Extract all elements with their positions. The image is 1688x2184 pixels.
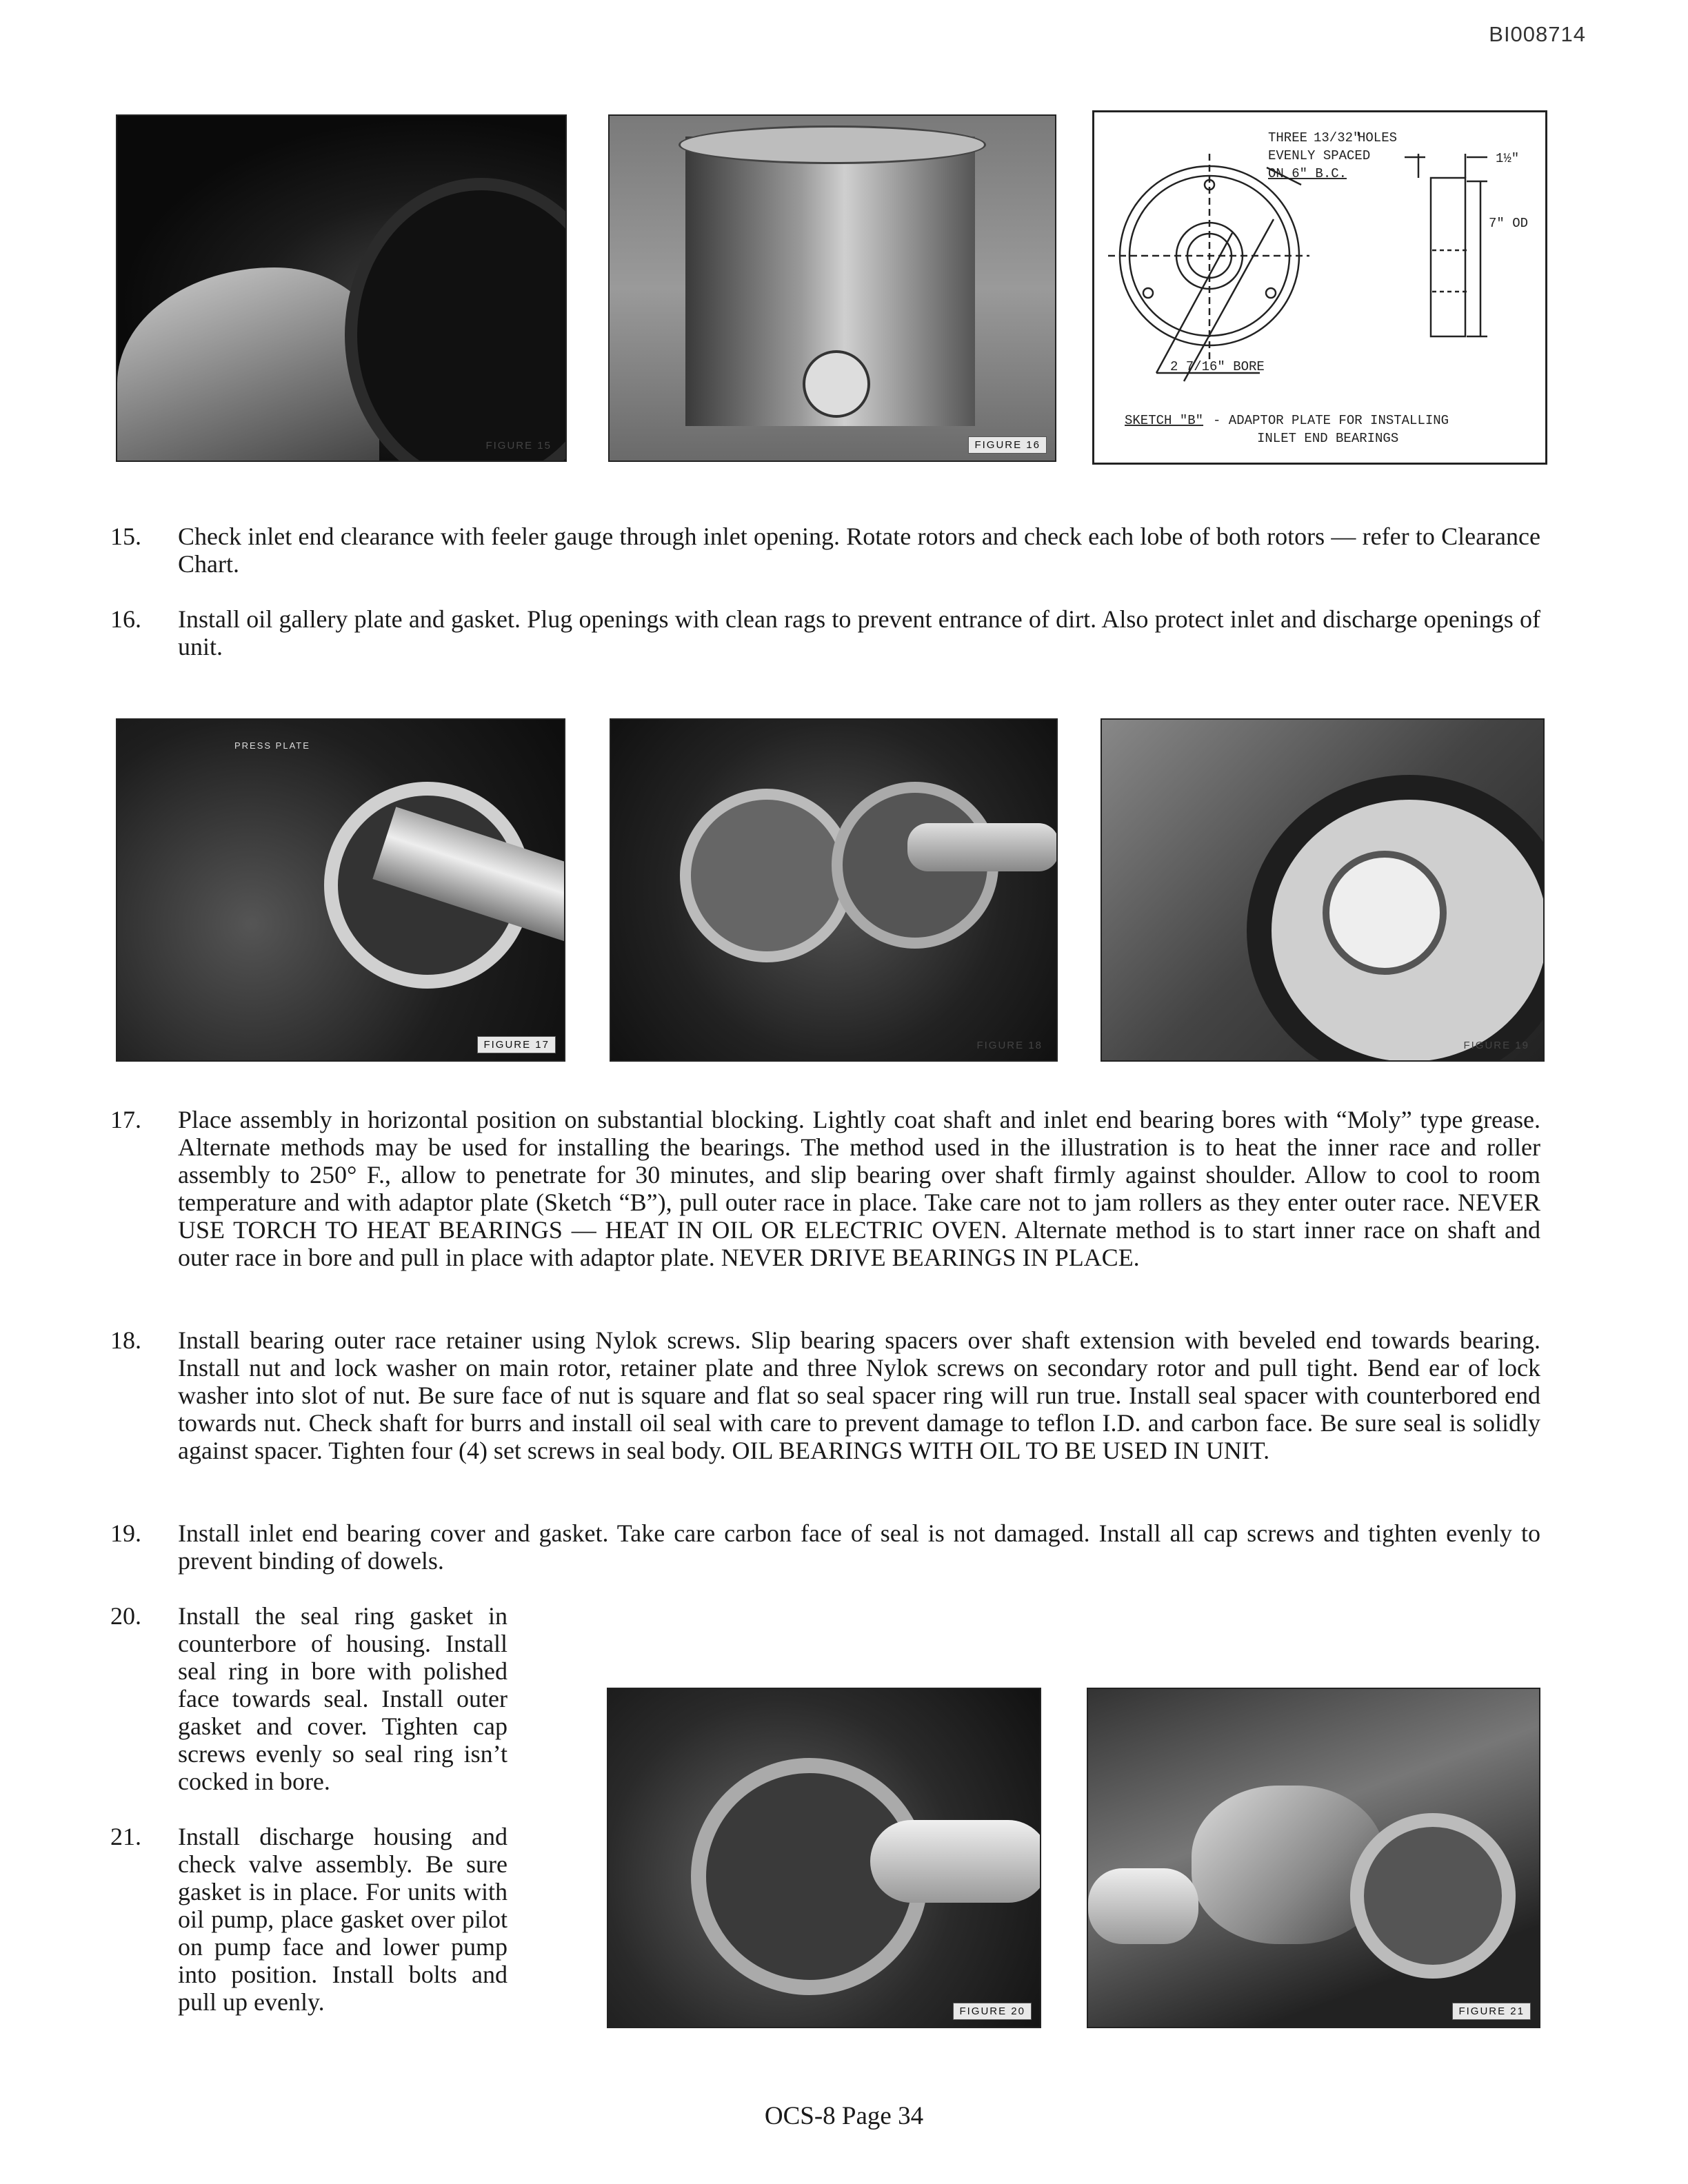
sketch-thickness: 1½" (1496, 151, 1520, 166)
sketch-holes-fraction: 13/32" (1314, 130, 1361, 145)
sketch-holes-line3: ON 6" B.C. (1268, 166, 1347, 181)
sketch-caption-line2: INLET END BEARINGS (1257, 431, 1399, 446)
end-plug (803, 350, 870, 418)
step-15 (110, 523, 1540, 578)
step-number: 18. (110, 1326, 141, 1354)
sketch-b-adaptor-plate (1092, 110, 1547, 465)
step-20 (110, 1602, 508, 1795)
step-number: 21. (110, 1823, 141, 1850)
step-number: 19. (110, 1519, 141, 1547)
housing-flange (679, 125, 986, 164)
figure-15-photo (116, 114, 567, 462)
sketch-caption-line1: - ADAPTOR PLATE FOR INSTALLING (1213, 413, 1449, 428)
sketch-holes-line1: THREE (1268, 130, 1308, 145)
figure-18-caption: FIGURE 18 (976, 1040, 1043, 1051)
sketch-caption-label: SKETCH "B" (1125, 413, 1204, 428)
step-number: 20. (110, 1602, 141, 1630)
hand-shape (1088, 1868, 1198, 1944)
inlet-bore (1323, 851, 1447, 975)
step-21 (110, 1823, 508, 2016)
figure-18-photo (610, 718, 1058, 1062)
figure-19-caption: FIGURE 19 (1463, 1040, 1529, 1051)
check-valve (1350, 1813, 1516, 1979)
step-text: Install inlet end bearing cover and gasket. Take care carbon face of seal is not damaged. Install all cap screws and tighten evenly to prevent binding of dowels. (178, 1519, 1540, 1575)
figure-16-caption: FIGURE 16 (968, 436, 1047, 454)
figure-21-caption: FIGURE 21 (1452, 2003, 1531, 2020)
page-footer: OCS-8 Page 34 (764, 2102, 924, 2130)
figure-16-photo (608, 114, 1056, 462)
step-18 (110, 1326, 1540, 1464)
step-text: Install the seal ring gasket in counterbore of housing. Install seal ring in bore with polished face towards seal. Install outer gasket and cover. Tighten cap screws evenly so seal ring isn’t cocked in bore. (178, 1602, 508, 1795)
hand-shape (117, 267, 379, 461)
sketch-od: 7" OD (1489, 216, 1529, 231)
press-plate-label: PRESS PLATE (234, 740, 310, 751)
figure-15-caption: FIGURE 15 (485, 440, 552, 452)
hand-shape (870, 1820, 1041, 1903)
step-text: Install bearing outer race retainer using Nylok screws. Slip bearing spacers over shaft extension with beveled end towards bearing. Install nut and lock washer on main rotor, retainer plate and three Nylok screws on secondary rotor and pull tight. Bend ear of lock washer into slot of nut. Be sure face of nut is square and flat so seal spacer ring will run true. Install seal spacer with counterbored end towards nut. Check shaft for burrs and install oil seal with care to prevent damage to teflon I.D. and carbon face. Be sure seal is solidly against spacer. Tighten four (4) set screws in seal body. OIL BEARINGS WITH OIL TO BE USED IN UNIT. (178, 1326, 1540, 1464)
sketch-holes-word: HOLES (1358, 130, 1398, 145)
step-text: Install discharge housing and check valve assembly. Be sure gasket is in place. For units with oil pump, place gasket over pilot on pump face and lower pump into position. Install bolts and pull up evenly. (178, 1823, 508, 2016)
figure-20-photo (607, 1688, 1041, 2028)
sketch-holes-line2: EVENLY SPACED (1268, 148, 1371, 163)
sketch-bore: 2 7/16" BORE (1170, 359, 1265, 374)
step-number: 15. (110, 523, 141, 550)
step-17 (110, 1106, 1540, 1271)
step-text: Check inlet end clearance with feeler gauge through inlet opening. Rotate rotors and check each lobe of both rotors — refer to Clearance Chart. (178, 523, 1540, 578)
hand-shape (907, 823, 1058, 871)
figure-19-photo (1101, 718, 1545, 1062)
figure-21-photo (1087, 1688, 1540, 2028)
step-text: Place assembly in horizontal position on substantial blocking. Lightly coat shaft and inlet end bearing bores with “Moly” type grease. Alternate methods may be used for installing the bearings. The method used in the illustration is to heat the inner race and roller assembly to 250° F., allow to penetrate for 30 minutes, and slip bearing over shaft firmly against shoulder. Allow to cool to room temperature and with adaptor plate (Sketch “B”), pull outer race in place. Take care not to jam rollers as they enter outer race. NEVER USE TORCH TO HEAT BEARINGS — HEAT IN OIL OR ELECTRIC OVEN. Alternate method is to start inner race on shaft and outer race in bore and pull in place with adaptor plate. NEVER DRIVE BEARINGS IN PLACE. (178, 1106, 1540, 1271)
main-rotor-seal (680, 789, 854, 962)
step-16 (110, 605, 1540, 660)
step-text: Install oil gallery plate and gasket. Plug openings with clean rags to prevent entrance of dirt. Also protect inlet and discharge openings of unit. (178, 605, 1540, 660)
step-number: 17. (110, 1106, 141, 1133)
figure-17-photo (116, 718, 565, 1062)
figure-17-caption: FIGURE 17 (477, 1036, 556, 1053)
figure-20-caption: FIGURE 20 (953, 2003, 1032, 2020)
step-number: 16. (110, 605, 141, 633)
housing-bore (345, 178, 567, 462)
document-id: BI008714 (1489, 22, 1586, 46)
step-19 (110, 1519, 1540, 1575)
